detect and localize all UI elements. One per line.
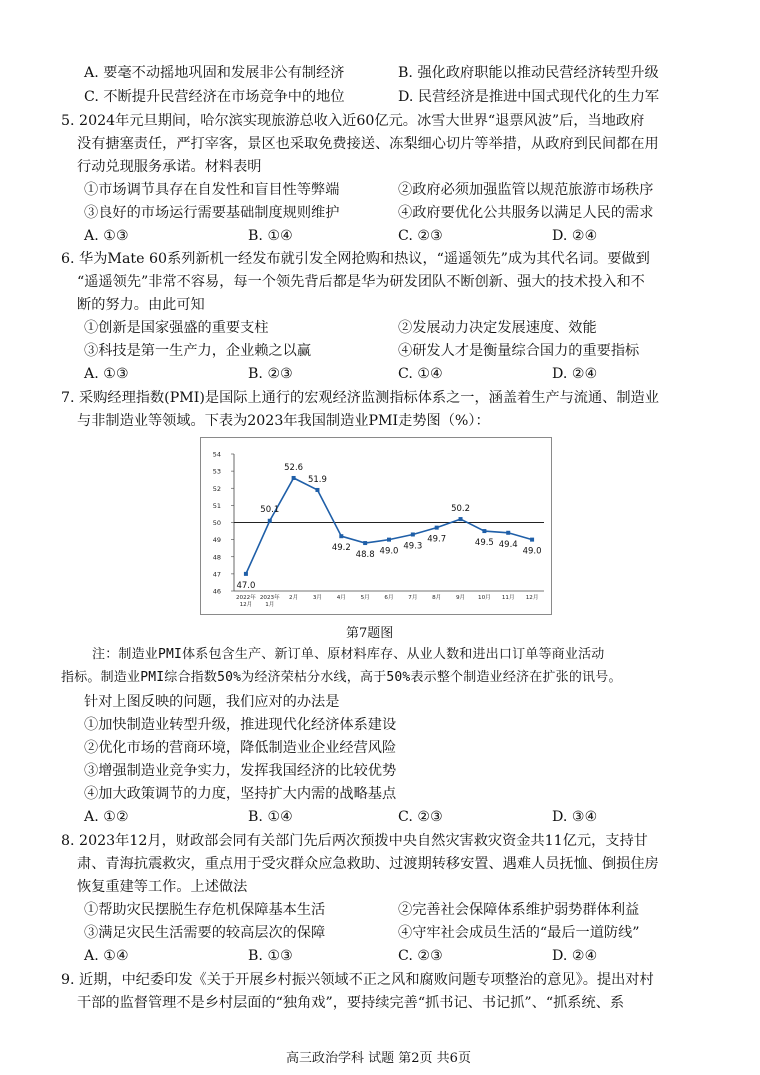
q7-question: 针对上图反映的问题，我们应对的办法是 [84, 694, 340, 710]
q8-statement-1: ①帮助灾民摆脱生存危机保障基本生活 [84, 902, 326, 918]
pmi-data-label: 49.5 [474, 538, 494, 549]
pmi-point [411, 532, 415, 536]
x-tick-label: 5月 [360, 595, 370, 601]
x-tick-label: 11月 [501, 595, 515, 601]
pmi-point [387, 538, 391, 542]
q6-choice-d: D. ②④ [552, 366, 598, 382]
q5-choice-d: D. ②④ [552, 228, 598, 244]
q7-choice-c: C. ②③ [398, 809, 443, 825]
pmi-point [482, 529, 486, 533]
x-tick-label: 6月 [384, 595, 394, 601]
q8-choice-d: D. ②④ [552, 948, 598, 964]
x-tick-label: 8月 [432, 595, 442, 601]
pmi-data-label: 50.1 [260, 504, 280, 515]
q7-stem-line-1: 7. 采购经理指数(PMI)是国际上通行的宏观经济监测指标体系之一，涵盖着生产与流通、制造业 [61, 390, 659, 406]
pmi-data-label: 49.2 [331, 543, 351, 554]
q5-statement-2: ②政府必须加强监管以规范旅游市场秩序 [398, 182, 654, 198]
q5-stem-line-1: 5. 2024年元旦期间，哈尔滨实现旅游总收入近60亿元。冰雪大世界“退票风波”后，当地政府 [61, 113, 645, 129]
chart-note-line-2: 指标。制造业PMI综合指数50%为经济荣枯分水线，高于50%表示整个制造业经济在扩张的讯号。 [61, 670, 622, 685]
q7-stem-line-2: 与非制造业等领域。下表为2023年我国制造业PMI走势图（%）： [77, 413, 490, 429]
q7-statement-1: ①加快制造业转型升级，推进现代化经济体系建设 [84, 717, 397, 733]
x-tick-label: 9月 [455, 595, 466, 601]
q6-choice-b: B. ②③ [248, 366, 293, 382]
q4-option-c: C. 不断提升民营经济在市场竞争中的地位 [84, 89, 345, 105]
q8-statement-3: ③满足灾民生活需要的较高层次的保障 [84, 925, 326, 941]
q5-statement-3: ③良好的市场运行需要基础制度规则维护 [84, 205, 340, 221]
pmi-point [339, 534, 343, 538]
pmi-point [435, 526, 439, 530]
y-tick-label: 48 [212, 553, 221, 562]
x-tick-label: 2月 [289, 595, 299, 601]
q5-stem-line-2: 没有搪塞责任，严打宰客，景区也采取免费接送、冻梨细心切片等举措，从政府到民间都在用 [77, 136, 659, 152]
y-tick-label: 46 [212, 587, 221, 596]
q7-choice-a: A. ①② [84, 809, 129, 825]
q8-stem-line-2: 肃、青海抗震救灾，重点用于受灾群众应急救助、过渡期转移安置、遇难人员抚恤、倒损住房 [77, 856, 659, 872]
y-tick-label: 53 [212, 467, 221, 476]
y-tick-label: 47 [212, 570, 221, 579]
q8-choice-c: C. ②③ [398, 948, 443, 964]
figure-caption: 第7题图 [346, 626, 394, 641]
pmi-point [363, 541, 367, 545]
x-tick-label: 3月 [312, 595, 323, 601]
y-tick-label: 49 [212, 536, 221, 545]
q5-choice-c: C. ②③ [398, 228, 443, 244]
q5-statement-1: ①市场调节具存在自发性和盲目性等弊端 [84, 182, 340, 198]
q6-choice-c: C. ①④ [398, 366, 443, 382]
pmi-point [530, 538, 534, 542]
pmi-point [292, 476, 296, 480]
q6-statement-2: ②发展动力决定发展速度、效能 [398, 320, 597, 336]
q5-statement-4: ④政府要优化公共服务以满足人民的需求 [398, 205, 654, 221]
pmi-data-label: 51.9 [307, 474, 327, 485]
y-tick-label: 52 [212, 484, 221, 493]
pmi-data-label: 49.4 [498, 539, 518, 550]
pmi-data-label: 47.0 [236, 580, 256, 591]
pmi-point [315, 488, 319, 492]
x-tick-label: 10月 [478, 595, 491, 601]
q4-option-b: B. 强化政府职能以推动民营经济转型升级 [398, 65, 659, 81]
x-tick-label: 12月 [239, 602, 253, 608]
page-footer: 高三政治学科 试题 第2页 共6页 [286, 1051, 471, 1066]
q6-stem-line-3: 断的努力。由此可知 [77, 297, 205, 313]
q7-choice-b: B. ①④ [248, 809, 293, 825]
q7-statement-2: ②优化市场的营商环境，降低制造业企业经营风险 [84, 740, 397, 756]
pmi-data-label: 48.8 [355, 550, 375, 561]
q5-stem-line-3: 行动兑现服务承诺。材料表明 [77, 159, 262, 175]
q8-statement-4: ④守牢社会成员生活的“最后一道防线” [398, 925, 640, 941]
y-tick-label: 54 [212, 450, 221, 459]
q7-choice-d: D. ③④ [552, 809, 598, 825]
q8-stem-line-1: 8. 2023年12月，财政部会同有关部门先后两次预拨中央自然灾害救灾资金共11亿元，支持甘 [61, 833, 648, 849]
q4-option-a: A. 要毫不动摇地巩固和发展非公有制经济 [84, 65, 345, 81]
pmi-data-label: 52.6 [284, 462, 304, 473]
x-tick-label: 2022年 [236, 595, 256, 601]
pmi-line-chart [200, 437, 552, 615]
q6-statement-1: ①创新是国家强盛的重要支柱 [84, 320, 269, 336]
q6-statement-4: ④研发人才是衡量综合国力的重要指标 [398, 343, 640, 359]
q8-choice-b: B. ①③ [248, 948, 293, 964]
y-tick-label: 51 [212, 501, 221, 510]
q9-stem-line-1: 9. 近期，中纪委印发《关于开展乡村振兴领域不正之风和腐败问题专项整治的意见》。提出对村 [61, 972, 654, 988]
q8-stem-line-3: 恢复重建等工作。上述做法 [77, 879, 248, 895]
pmi-data-label: 49.0 [522, 546, 542, 557]
q5-choice-b: B. ①④ [248, 228, 293, 244]
q9-stem-line-2: 干部的监督管理不是乡村层面的“独角戏”，要持续完善“抓书记、书记抓”、“抓系统、系 [77, 995, 625, 1011]
q5-choice-a: A. ①③ [84, 228, 129, 244]
y-tick-label: 50 [212, 519, 221, 527]
x-tick-label: 4月 [336, 595, 346, 601]
chart-note-line-1: 注：制造业PMI体系包含生产、新订单、原材料库存、从业人数和进出口订单等商业活动 [92, 647, 605, 662]
pmi-point [268, 519, 272, 523]
q7-statement-3: ③增强制造业竞争实力，发挥我国经济的比较优势 [84, 763, 397, 779]
q6-stem-line-1: 6. 华为Mate 60系列新机一经发布就引发全网抢购和热议，“遥遥领先”成为其代名词。要做到 [61, 251, 650, 267]
x-tick-label: 12月 [525, 595, 539, 601]
q4-option-d: D. 民营经济是推进中国式现代化的生力军 [398, 89, 660, 105]
x-tick-label: 1月 [265, 602, 275, 608]
q6-statement-3: ③科技是第一生产力，企业赖之以赢 [84, 343, 312, 359]
pmi-data-label: 49.3 [403, 541, 423, 552]
q8-choice-a: A. ①④ [84, 948, 129, 964]
pmi-data-label: 49.0 [379, 546, 399, 557]
q6-choice-a: A. ①③ [84, 366, 129, 382]
x-tick-label: 2023年 [259, 595, 280, 601]
x-tick-label: 7月 [408, 595, 418, 601]
q7-statement-4: ④加大政策调节的力度，坚持扩大内需的战略基点 [84, 786, 397, 802]
pmi-point [244, 572, 248, 576]
pmi-data-label: 49.7 [427, 534, 447, 545]
pmi-point [506, 531, 510, 535]
q8-statement-2: ②完善社会保障体系维护弱势群体利益 [398, 902, 640, 918]
pmi-point [459, 517, 463, 521]
q6-stem-line-2: “遥遥领先”非常不容易，每一个领先背后都是华为研发团队不断创新、强大的技术投入和不 [77, 274, 645, 290]
pmi-data-label: 50.2 [451, 504, 471, 515]
